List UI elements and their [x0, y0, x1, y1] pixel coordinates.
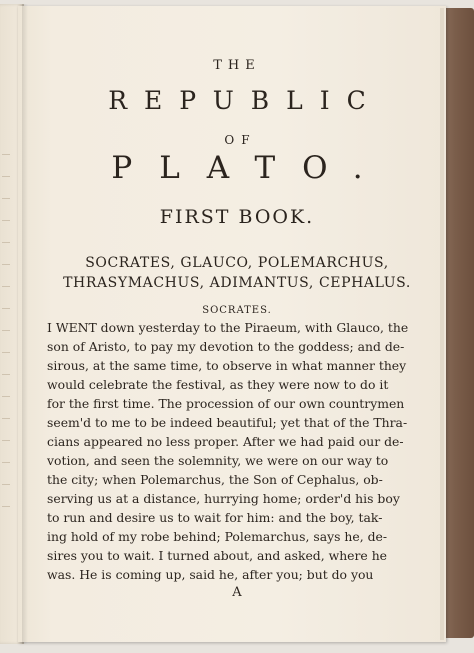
body-line: votion, and seen the solemnity, we were on our way to: [47, 453, 389, 468]
body-line: sirous, at the same time, to observe in what manner they: [47, 358, 407, 373]
body-line: sires you to wait. I turned about, and asked, where he: [47, 548, 388, 563]
title-line-of: OF: [224, 133, 257, 147]
title-line-republic: REPUBLIC: [108, 86, 383, 115]
signature-mark: A: [232, 585, 242, 600]
body-line: son of Aristo, to pay my devotion to the goddess; and de-: [47, 339, 405, 354]
persons-line-2: THRASYMACHUS, ADIMANTUS, CEPHALUS.: [63, 275, 411, 291]
body-line: was. He is coming up, said he, after you; but do you: [47, 567, 374, 582]
persons-line-1: SOCRATES, GLAUCO, POLEMARCHUS,: [85, 255, 389, 271]
body-line: serving us at a distance, hurrying home; order'd his boy: [47, 491, 400, 506]
body-line: I WENT down yesterday to the Piraeum, with Glauco, the: [47, 320, 409, 335]
body-line: the city; when Polemarchus, the Son of Cephalus, ob-: [47, 472, 383, 487]
title-line-plato: PLATO.: [111, 150, 390, 186]
book-heading: FIRST BOOK.: [159, 206, 315, 228]
speaker-heading: SOCRATES.: [202, 305, 272, 316]
body-line: seem'd to me to be indeed beautiful; yet that of the Thra-: [47, 415, 408, 430]
body-line: to run and desire us to wait for him: and the boy, tak-: [47, 510, 383, 525]
body-line: would celebrate the festival, as they were now to do it: [47, 377, 389, 392]
body-line: cians appeared no less proper. After we had paid our de-: [47, 434, 404, 449]
body-line: ing hold of my robe behind; Polemarchus, says he, de-: [47, 529, 388, 544]
title-line-the: THE: [213, 58, 261, 73]
body-line: for the first time. The procession of our own countrymen: [47, 396, 405, 411]
